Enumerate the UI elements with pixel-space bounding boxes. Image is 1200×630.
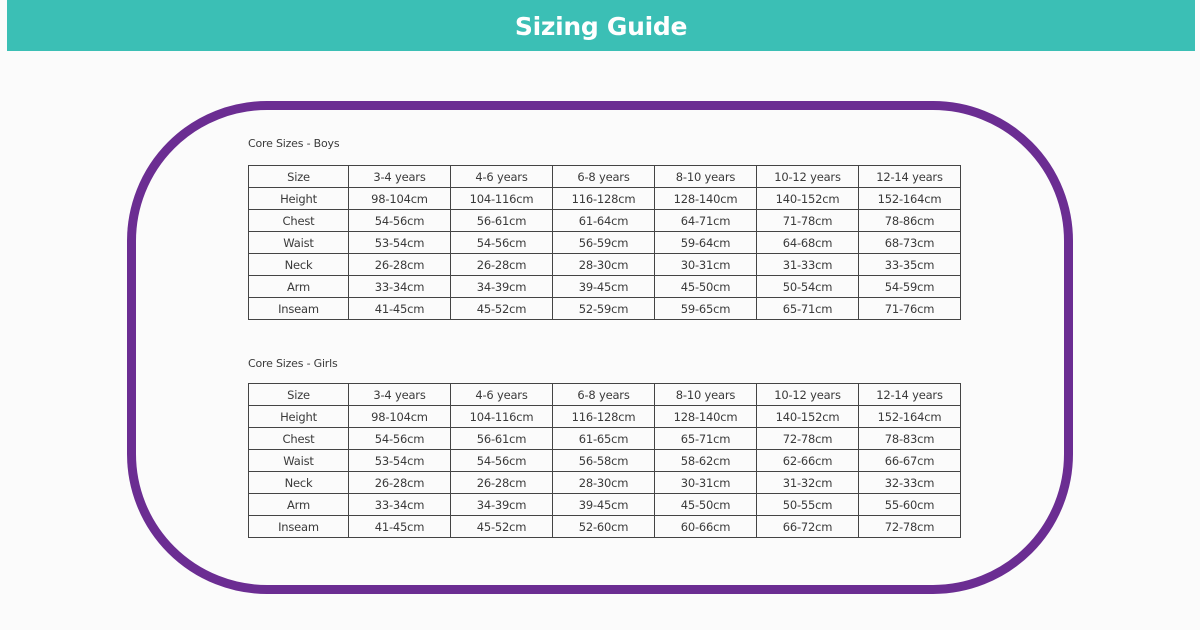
column-header-cell: 8-10 years — [655, 384, 757, 406]
table-row — [249, 406, 961, 428]
row-label-cell: Arm — [249, 494, 349, 516]
header-bar — [7, 0, 1195, 51]
row-label-cell: Neck — [249, 254, 349, 276]
table-cell: 59-64cm — [655, 232, 757, 254]
table-cell: 71-78cm — [757, 210, 859, 232]
row-label-cell: Inseam — [249, 298, 349, 320]
row-label-cell: Chest — [249, 210, 349, 232]
table-cell: 128-140cm — [655, 406, 757, 428]
table-cell: 53-54cm — [349, 232, 451, 254]
table-cell: 31-32cm — [757, 472, 859, 494]
row-label-cell: Size — [249, 384, 349, 406]
table-cell: 78-86cm — [859, 210, 961, 232]
table-cell: 61-64cm — [553, 210, 655, 232]
table-cell: 26-28cm — [451, 254, 553, 276]
table-cell: 64-71cm — [655, 210, 757, 232]
table-cell: 41-45cm — [349, 298, 451, 320]
table-cell: 56-61cm — [451, 210, 553, 232]
table-cell: 64-68cm — [757, 232, 859, 254]
girls-section-title: Core Sizes - Girls — [248, 357, 338, 370]
table-cell: 26-28cm — [349, 472, 451, 494]
table-cell: 45-50cm — [655, 276, 757, 298]
row-label-cell: Size — [249, 166, 349, 188]
table-cell: 140-152cm — [757, 188, 859, 210]
table-cell: 45-52cm — [451, 298, 553, 320]
table-cell: 65-71cm — [655, 428, 757, 450]
table-cell: 30-31cm — [655, 254, 757, 276]
table-cell: 32-33cm — [859, 472, 961, 494]
column-header-cell: 8-10 years — [655, 166, 757, 188]
table-header-row — [249, 384, 961, 406]
table-row — [249, 428, 961, 450]
table-row — [249, 450, 961, 472]
table-cell: 65-71cm — [757, 298, 859, 320]
table-cell: 39-45cm — [553, 276, 655, 298]
table-cell: 52-59cm — [553, 298, 655, 320]
row-label-cell: Height — [249, 406, 349, 428]
boys-size-table — [248, 165, 961, 320]
column-header-cell: 4-6 years — [451, 166, 553, 188]
table-cell: 34-39cm — [451, 276, 553, 298]
table-cell: 53-54cm — [349, 450, 451, 472]
girls-size-table — [248, 383, 961, 538]
column-header-cell: 12-14 years — [859, 166, 961, 188]
table-cell: 54-56cm — [451, 232, 553, 254]
table-cell: 66-72cm — [757, 516, 859, 538]
table-cell: 30-31cm — [655, 472, 757, 494]
table-cell: 31-33cm — [757, 254, 859, 276]
table-cell: 140-152cm — [757, 406, 859, 428]
table-cell: 26-28cm — [349, 254, 451, 276]
row-label-cell: Neck — [249, 472, 349, 494]
table-row — [249, 516, 961, 538]
table-row — [249, 188, 961, 210]
table-cell: 56-59cm — [553, 232, 655, 254]
table-cell: 58-62cm — [655, 450, 757, 472]
table-cell: 45-52cm — [451, 516, 553, 538]
table-cell: 62-66cm — [757, 450, 859, 472]
table-cell: 28-30cm — [553, 254, 655, 276]
table-row — [249, 254, 961, 276]
table-cell: 28-30cm — [553, 472, 655, 494]
table-cell: 54-56cm — [349, 210, 451, 232]
table-cell: 41-45cm — [349, 516, 451, 538]
column-header-cell: 3-4 years — [349, 166, 451, 188]
table-cell: 33-34cm — [349, 276, 451, 298]
table-cell: 104-116cm — [451, 406, 553, 428]
table-cell: 26-28cm — [451, 472, 553, 494]
table-cell: 72-78cm — [859, 516, 961, 538]
row-label-cell: Height — [249, 188, 349, 210]
row-label-cell: Arm — [249, 276, 349, 298]
table-cell: 39-45cm — [553, 494, 655, 516]
table-cell: 78-83cm — [859, 428, 961, 450]
table-cell: 66-67cm — [859, 450, 961, 472]
table-cell: 33-34cm — [349, 494, 451, 516]
column-header-cell: 6-8 years — [553, 384, 655, 406]
table-cell: 104-116cm — [451, 188, 553, 210]
table-cell: 59-65cm — [655, 298, 757, 320]
table-cell: 34-39cm — [451, 494, 553, 516]
column-header-cell: 10-12 years — [757, 384, 859, 406]
table-cell: 60-66cm — [655, 516, 757, 538]
column-header-cell: 3-4 years — [349, 384, 451, 406]
table-row — [249, 298, 961, 320]
column-header-cell: 6-8 years — [553, 166, 655, 188]
table-cell: 68-73cm — [859, 232, 961, 254]
table-cell: 52-60cm — [553, 516, 655, 538]
table-header-row — [249, 166, 961, 188]
boys-section-title: Core Sizes - Boys — [248, 137, 340, 150]
table-cell: 61-65cm — [553, 428, 655, 450]
table-cell: 50-55cm — [757, 494, 859, 516]
table-cell: 56-58cm — [553, 450, 655, 472]
table-cell: 98-104cm — [349, 406, 451, 428]
table-cell: 55-60cm — [859, 494, 961, 516]
column-header-cell: 10-12 years — [757, 166, 859, 188]
row-label-cell: Waist — [249, 450, 349, 472]
table-cell: 33-35cm — [859, 254, 961, 276]
table-cell: 72-78cm — [757, 428, 859, 450]
table-row — [249, 494, 961, 516]
row-label-cell: Inseam — [249, 516, 349, 538]
table-row — [249, 210, 961, 232]
table-cell: 54-56cm — [349, 428, 451, 450]
table-cell: 98-104cm — [349, 188, 451, 210]
table-cell: 45-50cm — [655, 494, 757, 516]
table-cell: 50-54cm — [757, 276, 859, 298]
column-header-cell: 12-14 years — [859, 384, 961, 406]
page-title: Sizing Guide — [514, 12, 688, 41]
row-label-cell: Chest — [249, 428, 349, 450]
table-row — [249, 276, 961, 298]
table-cell: 71-76cm — [859, 298, 961, 320]
table-cell: 116-128cm — [553, 188, 655, 210]
table-cell: 56-61cm — [451, 428, 553, 450]
table-row — [249, 472, 961, 494]
table-cell: 54-59cm — [859, 276, 961, 298]
table-cell: 152-164cm — [859, 406, 961, 428]
table-cell: 54-56cm — [451, 450, 553, 472]
table-cell: 152-164cm — [859, 188, 961, 210]
table-cell: 128-140cm — [655, 188, 757, 210]
table-row — [249, 232, 961, 254]
table-cell: 116-128cm — [553, 406, 655, 428]
row-label-cell: Waist — [249, 232, 349, 254]
column-header-cell: 4-6 years — [451, 384, 553, 406]
